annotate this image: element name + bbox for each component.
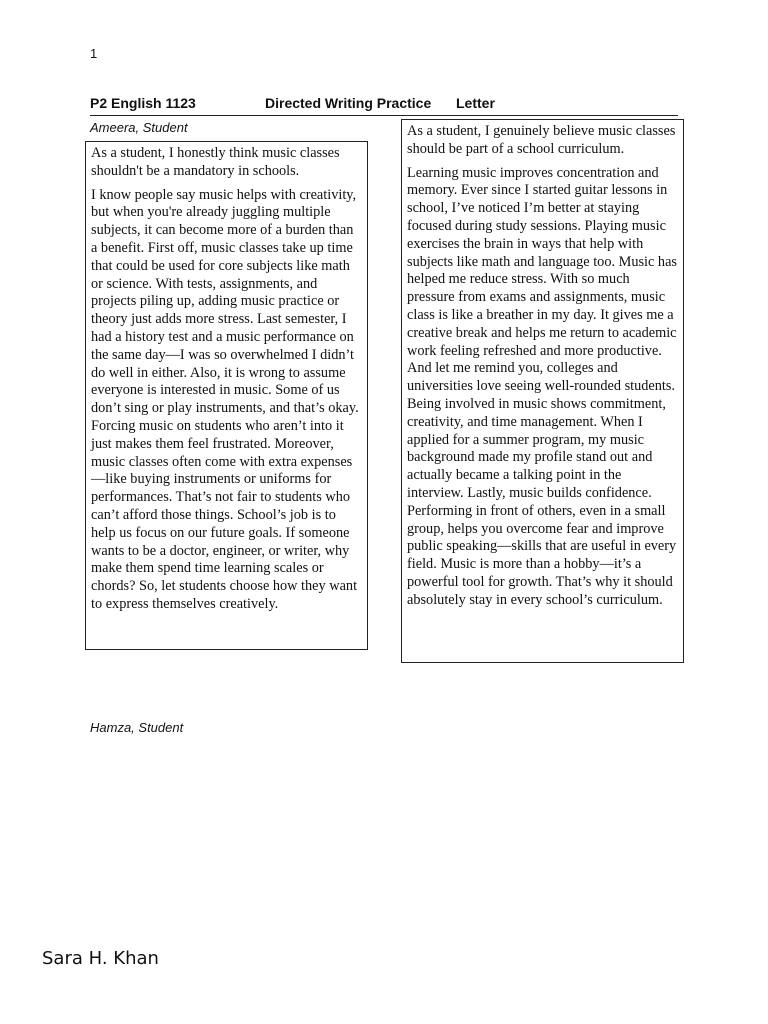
course-title: P2 English 1123 [90, 95, 196, 111]
letter-paragraph: As a student, I honestly think music classes shouldn't be a mandatory in schools. [91, 145, 340, 179]
footer-author-name: Sara H. Khan [42, 948, 159, 969]
letter-author-hamza: Hamza, Student [90, 720, 184, 735]
letter-box-ameera [85, 141, 368, 650]
assignment-title: Directed Writing Practice [265, 95, 432, 111]
document-header [90, 93, 678, 116]
letter-box-hamza [401, 119, 684, 663]
assignment-type: Letter [456, 95, 495, 111]
page-number: 1 [90, 46, 98, 61]
letter-paragraph: As a student, I genuinely believe music classes should be part of a school curriculum. [407, 123, 676, 157]
letter-author-ameera: Ameera, Student [90, 120, 188, 135]
letter-paragraph: I know people say music helps with creativity, but when you're already juggling multiple subjects, it can become more of a burden than a benefit. First off, music classes take up time that could be used for core subjects like math or science. With tests, assignments, and projects piling up, adding music practice or theory just adds more stress. Last semester, I had a history test and a music performance on the same day—I was so overwhelmed I didn’t do well in either. Also, it is wrong to assume everyone is interested in music. Some of us don’t sing or play instruments, and that’s okay. Forcing music on students who aren’t into it just makes them feel frustrated. Moreover, music classes often come with extra expenses—like buying instruments or uniforms for performances. That’s not fair to students who can’t afford those things. School’s job is to help us focus on our future goals. If someone wants to be a doctor, engineer, or writer, why make them spend time learning scales or chords? So, let students choose how they want to express themselves creatively. [91, 186, 359, 612]
letter-paragraph: Learning music improves concentration and memory. Ever since I started guitar lessons in school, I’ve noticed I’m better at staying focused during study sessions. Playing music exercises the brain in ways that help with subjects like math and language too. Music has helped me reduce stress. With so much pressure from exams and assignments, music class is like a breather in my day. It gives me a creative break and helps me return to academic work feeling refreshed and more productive. And let me remind you, colleges and universities love seeing well-rounded students. Being involved in music shows commitment, creativity, and time management. When I applied for a summer program, my music background made my profile stand out and actually became a talking point in the interview. Lastly, music builds confidence. Performing in front of others, even in a small group, helps you overcome fear and improve public speaking—skills that are useful in every field. Music is more than a hobby—it’s a powerful tool for growth. That’s why it should absolutely stay in every school’s curriculum. [407, 164, 677, 608]
